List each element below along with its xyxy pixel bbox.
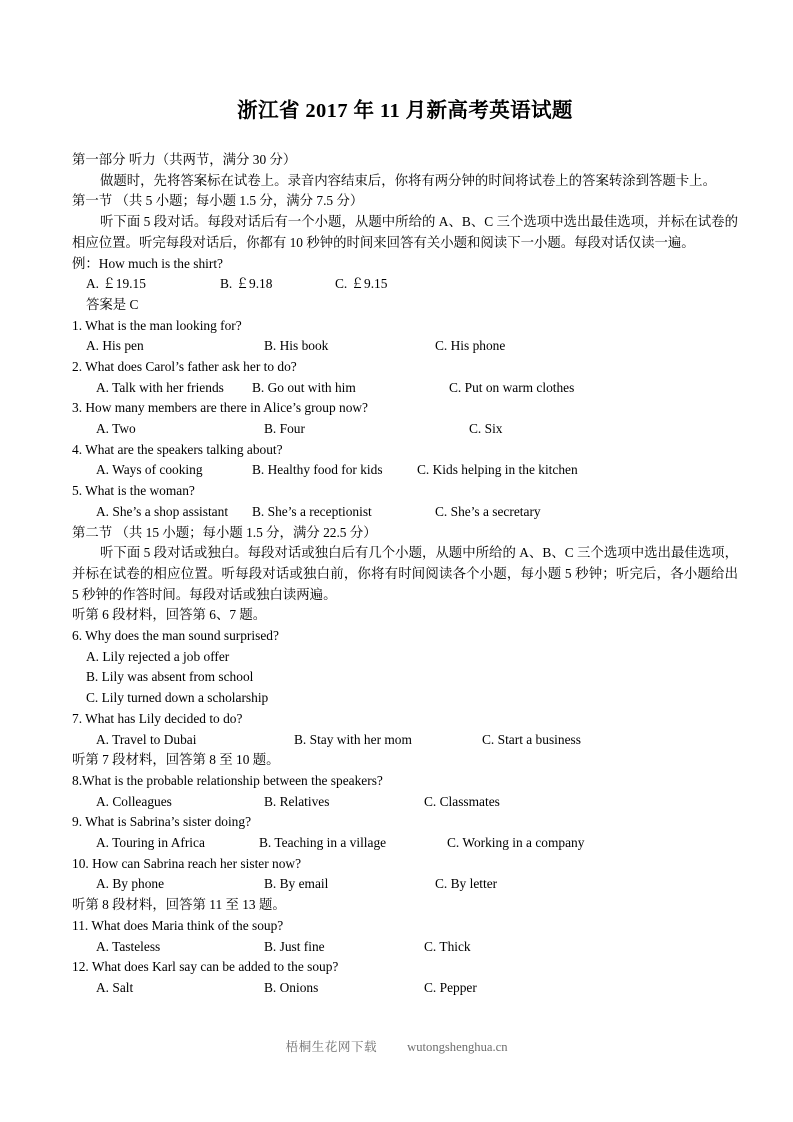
question-stem: 10. How can Sabrina reach her sister now? [72,855,302,871]
option-c: C. Thick [424,938,471,954]
example-options [72,274,738,295]
page-footer [0,1038,793,1056]
material-label: 听第 7 段材料，回答第 8 至 10 题。 [72,752,280,768]
option-a: A. By phone [96,876,165,892]
option-b: B. She’s a receptionist [252,503,372,519]
question-options [72,730,738,751]
option-c: C. By letter [435,876,498,892]
option-c: C. Pepper [424,979,477,995]
option-c: C. Put on warm clothes [449,379,575,395]
option-b: B. By email [264,876,329,892]
option-a: A. Tasteless [96,938,161,954]
question-options [72,937,738,958]
option-b: B. Onions [264,979,319,995]
option-b: B. Just fine [264,938,325,954]
question-options [72,874,738,895]
question-stem: 11. What does Maria think of the soup? [72,917,284,933]
question-stem: 12. What does Karl say can be added to the soup? [72,959,339,975]
option-a: A. She’s a shop assistant [96,503,229,519]
document-body [72,96,738,999]
question-stem: 1. What is the man looking for? [72,317,242,333]
option-c: C. Start a business [482,731,581,747]
option-a: A. Lily rejected a job offer [86,648,230,664]
option-a: A. Touring in Africa [96,835,205,851]
material-label: 听第 8 段材料，回答第 11 至 13 题。 [72,897,286,913]
part-one-instruction: 做题时，先将答案标在试卷上。录音内容结束后，你将有两分钟的时间将试卷上的答案转涂到答题卡上。 [100,172,716,188]
example-question: 例：How much is the shirt? [72,255,223,271]
question-options [72,378,738,399]
example-answer: 答案是 C [86,296,139,312]
option-b: B. Lily was absent from school [86,669,254,685]
example-option-b: B. ￡9.18 [220,276,273,292]
question-stem: 7. What has Lily decided to do? [72,710,243,726]
footer-site-url: wutongshenghua.cn [407,1040,508,1054]
option-a: A. Two [96,421,136,437]
question-stem: 8.What is the probable relationship between the speakers? [72,772,383,788]
option-b: B. Healthy food for kids [252,462,383,478]
example-option-a: A. ￡19.15 [86,276,146,292]
question-stem: 5. What is the woman? [72,483,195,499]
option-c: C. Lily turned down a scholarship [86,690,269,706]
section-one-heading: 第一节 （共 5 小题；每小题 1.5 分，满分 7.5 分） [72,193,364,209]
option-a: A. Travel to Dubai [96,731,197,747]
question-stem: 3. How many members are there in Alice’s group now? [72,400,368,416]
option-b: B. Stay with her mom [294,731,412,747]
option-b: B. Go out with him [252,379,356,395]
option-c: C. Working in a company [447,835,585,851]
option-b: B. Teaching in a village [259,835,387,851]
option-c: C. She’s a secretary [435,503,541,519]
question-stem: 6. Why does the man sound surprised? [72,628,279,644]
option-a: A. His pen [86,338,144,354]
footer-site-name: 梧桐生花网下载 [285,1040,378,1054]
question-options [72,336,738,357]
question-options [72,502,738,523]
question-stem: 4. What are the speakers talking about? [72,441,283,457]
section-two-heading: 第二节 （共 15 小题；每小题 1.5 分，满分 22.5 分） [72,524,377,540]
question-options [72,792,738,813]
option-c: C. Kids helping in the kitchen [417,462,578,478]
option-b: B. His book [264,338,329,354]
option-a: A. Colleagues [96,793,172,809]
option-a: A. Salt [96,979,134,995]
material-label: 听第 6 段材料，回答第 6、7 题。 [72,607,267,623]
example-option-c: C. ￡9.15 [335,276,388,292]
section-one-instruction: 听下面 5 段对话。每段对话后有一个小题，从题中所给的 A、B、C 三个选项中选出最佳选项，并标在试卷的相应位置。听完每段对话后，你都有 10 秒钟的时间来回答有关小题和阅读下一小题。每段对话仅读一遍。 [72,214,738,250]
option-b: B. Four [264,421,305,437]
section-two-instruction: 听下面 5 段对话或独白。每段对话或独白后有几个小题，从题中所给的 A、B、C 三个选项中选出最佳选项，并标在试卷的相应位置。听每段对话或独白前，你将有时间阅读各个小题，每小题 5 秒钟；听完后，各小题给出 5 秒钟的作答时间。每段对话或独白读两遍。 [72,545,738,602]
question-options [72,460,738,481]
question-stem: 2. What does Carol’s father ask her to do? [72,359,297,374]
part-one-heading: 第一部分 听力（共两节，满分 30 分） [72,152,297,167]
question-options [72,978,738,999]
question-options [72,833,738,854]
option-a: A. Talk with her friends [96,379,224,395]
page-title: 浙江省 2017 年 11 月新高考英语试题 [237,100,573,122]
option-a: A. Ways of cooking [96,462,203,478]
option-c: C. Classmates [424,793,500,809]
question-options [72,419,738,440]
option-c: C. Six [469,421,503,437]
option-b: B. Relatives [264,793,330,809]
option-c: C. His phone [435,338,506,354]
question-stem: 9. What is Sabrina’s sister doing? [72,814,252,830]
